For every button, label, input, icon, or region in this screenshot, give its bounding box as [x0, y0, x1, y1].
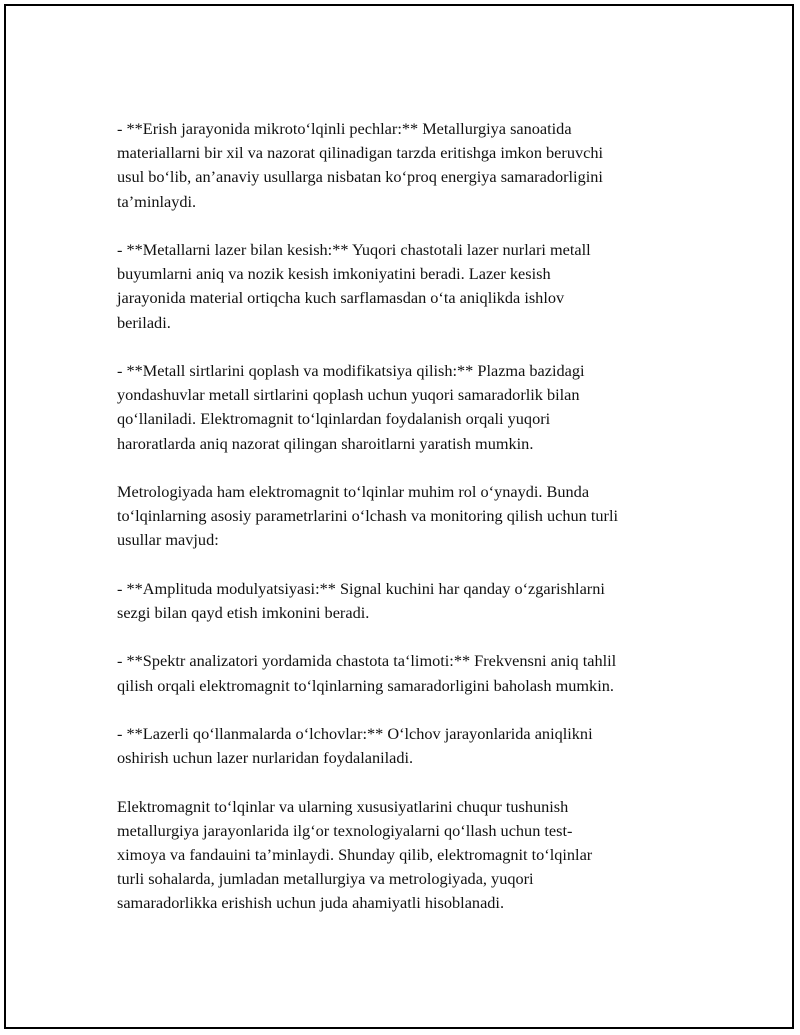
bullet-amplitude-modulation: - **Amplituda modulyatsiyasi:** Signal kuchini har qanday o‘zgarishlarni sezgi bilan qayd etish imkonini beradi.	[117, 578, 605, 622]
bullet-spectrum-analyzer: - **Spektr analizatori yordamida chastota ta‘limoti:** Frekvensni aniq tahlil qilish orqali elektromagnit to‘lqinlarning samaradorligini baholash mumkin.	[117, 651, 617, 695]
bullet-laser-measurements: - **Lazerli qo‘llanmalarda o‘lchovlar:** O‘lchov jarayonlarida aniqlikni oshirish uchun lazer nurlaridan foydalaniladi.	[117, 723, 593, 768]
bullet-surface-coating: - **Metall sirtlarini qoplash va modifikatsiya qilish:** Plazma bazidagi yondashuvlar metall sirtlarini qoplash uchun yuqori samaradorlik bilan qo‘llaniladi. Elektromagnit to‘lqinlardan foydalanish orqali yuqori haroratlarda aniq nazorat qilingan sharoitlarni yaratish mumkin.	[117, 361, 585, 453]
metrology-intro-paragraph: Metrologiyada ham elektromagnit to‘lqinlar muhim rol o‘ynaydi. Bunda to‘lqinlarning asosiy parametrlarini o‘lchash va monitoring qilish uchun turli usullar mavjud:	[117, 482, 618, 550]
bullet-laser-cutting: - **Metallarni lazer bilan kesish:** Yuqori chastotali lazer nurlari metall buyumlarni aniq va nozik kesish imkoniyatini beradi. Lazer kesish jarayonida material ortiqcha kuch sarflamasdan o‘ta aniqlikda ishlov beriladi.	[117, 240, 591, 332]
conclusion-paragraph: Elektromagnit to‘lqinlar va ularning xususiyatlarini chuqur tushunish metallurgiya jarayonlarida ilg‘or texnologiyalarni qo‘llash uchun test- ximoya va fandauini ta’minlaydi. Shunday qilib, elektromagnit to‘lqinlar turli sohalarda, jumladan metallurgiya va metrologiyada, yuqori samaradorlikka erishish uchun juda ahamiyatli hisoblanadi.	[117, 796, 593, 913]
document-body	[117, 117, 697, 940]
bullet-microwave-melting: - **Erish jarayonida mikroto‘lqinli pechlar:** Metallurgiya sanoatida materiallarni bir xil va nazorat qilinadigan tarzda eritishga imkon beruvchi usul bo‘lib, an’anaviy usullarga nisbatan ko‘proq energiya samaradorligini ta’minlaydi.	[117, 119, 603, 211]
